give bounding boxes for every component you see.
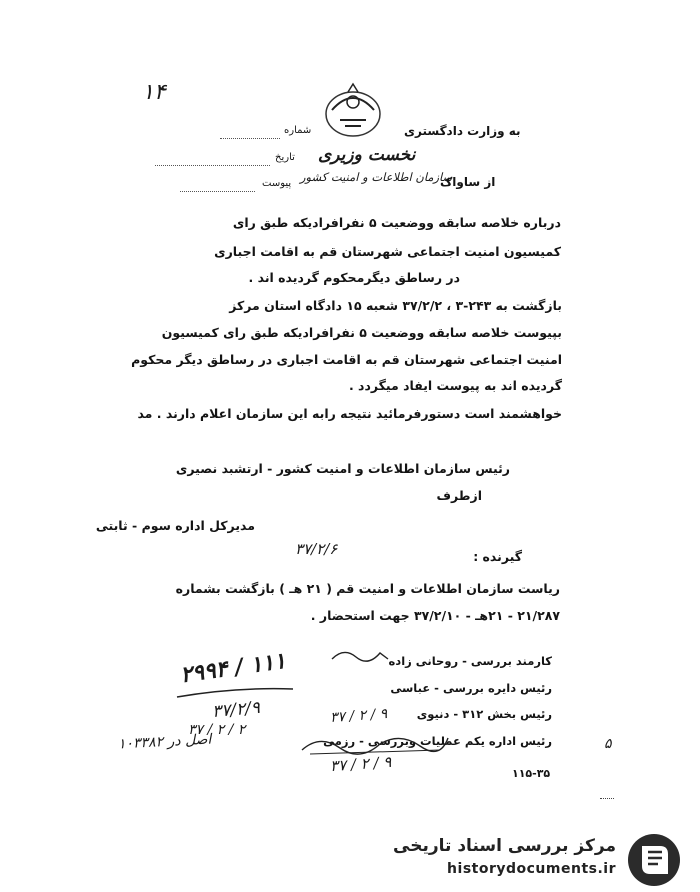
request-line: خواهشمند است دستورفرمائید نتیجه رابه این سازمان اعلام دارند . مد xyxy=(137,406,562,421)
field-date: تاریخ xyxy=(275,152,295,163)
office-script: نخست وزیری xyxy=(318,145,416,165)
handwritten-date-4: ۳۷ / ۲ / ۹ xyxy=(329,752,392,776)
recipients-line-2: ۲۱/۲۸۷ - ۲۱هـ - ۳۷/۲/۱۰ جهت استحضار . xyxy=(310,608,560,623)
margin-mark: ۵ xyxy=(604,736,612,752)
handwritten-number-large: ۲۹۹۴ / ۱۱۱ xyxy=(178,647,288,689)
signature-scribble-icon xyxy=(300,728,450,758)
staff-line-4: رئیس اداره یکم عملیات وبررسی - رزمی xyxy=(323,734,552,748)
subject-line-1: درباره خلاصه سابقه ووضعیت ۵ نفرافرادیکه طبق رای xyxy=(232,215,561,230)
recipients-line-1: ریاست سازمان اطلاعات و امنیت قم ( ۲۱ هـ ) بازگشت بشماره xyxy=(175,581,560,596)
signature-line-2: ازطرف xyxy=(436,488,482,503)
field-attachment: پیوست xyxy=(262,178,292,189)
handwritten-archive-no: اصل در ۱۰۳۳۸۲ xyxy=(117,731,212,753)
handwritten-date-1: ۳۷/۲/۹ xyxy=(211,697,261,723)
branding-url[interactable]: historydocuments.ir xyxy=(447,861,616,877)
handwritten-date-3: ۳۷ / ۲ / ۹ xyxy=(329,706,388,726)
recipients-label: گیرنده : xyxy=(473,549,522,564)
para-line-4: گردیده اند به پیوست ایفاد میگردد . xyxy=(348,378,562,393)
margin-dots xyxy=(600,798,614,799)
staff-line-2: رئیس دایره بررسی - عباسی xyxy=(390,681,552,695)
branding-title: مرکز بررسی اسناد تاریخی xyxy=(393,836,616,856)
staff-line-1: کارمند بررسی - روحانی زاده xyxy=(388,654,552,668)
field-attachment-line xyxy=(180,191,255,192)
signature-line-3: مدیرکل اداره سوم - ثابتی xyxy=(95,518,255,533)
handwritten-date-5: ۳۷/۲/۶ xyxy=(295,540,338,558)
para-line-3: امنیت اجتماعی شهرستان قم به اقامت اجباری در رساطق دیگر محکوم xyxy=(131,352,562,367)
signature-line-1: رئیس سازمان اطلاعات و امنیت کشور - ارتشبد نصیری xyxy=(175,461,510,476)
emblem-icon xyxy=(318,80,388,142)
para-line-1: بازگشت به ۲۴۳-۳ ، ۳۷/۲/۲ شعبه ۱۵ دادگاه استان مرکز xyxy=(229,298,562,313)
para-line-2: بپیوست خلاصه سابقه ووضعیت ۵ نفرافرادیکه طبق رای کمیسیون xyxy=(161,325,562,340)
top-number: ۱۴ xyxy=(142,80,166,105)
underline-stroke-icon xyxy=(175,685,295,699)
subject-line-3: در رساطق دیگرمحکوم گردیده اند . xyxy=(248,270,460,285)
staff-line-3: رئیس بخش ۳۱۲ - دنیوی xyxy=(416,707,552,721)
signature-scribble-top-icon xyxy=(330,645,390,665)
staff-code: ۱۱۵-۳۵ xyxy=(512,767,551,780)
header-from: از ساواک xyxy=(440,175,496,189)
subject-line-2: کمیسیون امنیت اجتماعی شهرستان قم به اقامت اجباری xyxy=(214,244,561,259)
header-to: به وزارت دادگستری xyxy=(404,124,521,138)
field-number: شماره xyxy=(284,125,312,136)
field-number-line xyxy=(220,138,280,139)
archive-logo-icon xyxy=(626,832,682,888)
agency-script: سازمان اطلاعات و امنیت کشور xyxy=(300,170,453,184)
handwritten-date-2: ۳۷ / ۲ / ۲ xyxy=(188,722,246,738)
field-date-line xyxy=(155,165,270,166)
